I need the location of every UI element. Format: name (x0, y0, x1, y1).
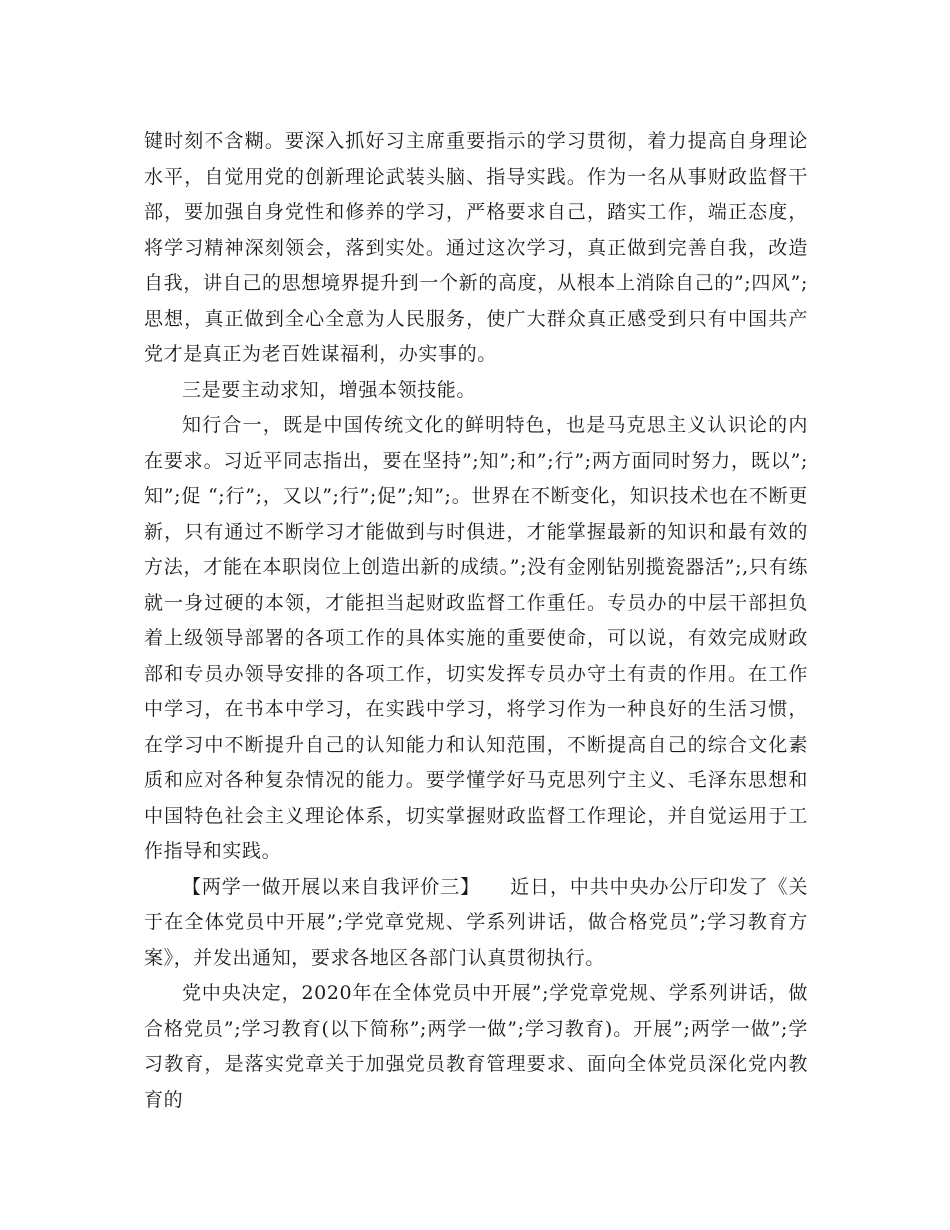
paragraph-heading-three: 三是要主动求知，增强本领技能。 (182, 378, 477, 401)
paragraph-central-decision: 党中央决定，2020年在全体党员中开展”;学党章党规、学系列讲话，做合格党员”;学习教育(以下简称”;两学一做”;学习教育)。开展”;两学一做”;学习教育，是落实党章关于加强党员教育管理要求、面向全体党员深化党内教育的 (144, 982, 808, 1111)
paragraph-self-evaluation-three: 【两学一做开展以来自我评价三】 近日，中共中央办公厅印发了《关于在全体党员中开展”;学党章党规、学系列讲话，做合格党员”;学习教育方案》，并发出通知，要求各地区各部门认真贯彻执行。 (144, 875, 808, 969)
paragraph-knowledge-action: 知行合一，既是中国传统文化的鲜明特色，也是马克思主义认识论的内在要求。习近平同志指出，要在坚持”;知”;和”;行”;两方面同时努力，既以”;知”;促 “;行”;，又以”;行”;促”;知”;。世界在不断变化，知识技术也在不断更新，只有通过不断学习才能做到与时俱进，才能掌握最新的知识和最有效的方法，才能在本职岗位上创造出新的成绩。”;没有金刚钻别揽瓷器活”;,只有练就一身过硬的本领，才能担当起财政监督工作重任。专员办的中层干部担负着上级领导部署的各项工作的具体实施的重要使命，可以说，有效完成财政部和专员办领导安排的各项工作，切实发挥专员办守土有责的作用。在工作中学习，在书本中学习，在实践中学习，将学习作为一种良好的生活习惯，在学习中不断提升自己的认知能力和认知范围，不断提高自己的综合文化素质和应对各种复杂情况的能力。要学懂学好马克思列宁主义、毛泽东思想和中国特色社会主义理论体系，切实掌握财政监督工作理论，并自觉运用于工作指导和实践。 (144, 414, 808, 862)
paragraph-continuation: 键时刻不含糊。要深入抓好习主席重要指示的学习贯彻，着力提高自身理论水平，自觉用党的创新理论武装头脑、指导实践。作为一名从事财政监督干部，要加强自身党性和修养的学习，严格要求自己，踏实工作，端正态度，将学习精神深刻领会，落到实处。通过这次学习，真正做到完善自我，改造自我，讲自己的思想境界提升到一个新的高度，从根本上消除自己的”;四风”;思想，真正做到全心全意为人民服务，使广大群众真正感受到只有中国共产党才是真正为老百姓谋福利，办实事的。 (144, 130, 808, 365)
document-body (144, 124, 808, 1118)
